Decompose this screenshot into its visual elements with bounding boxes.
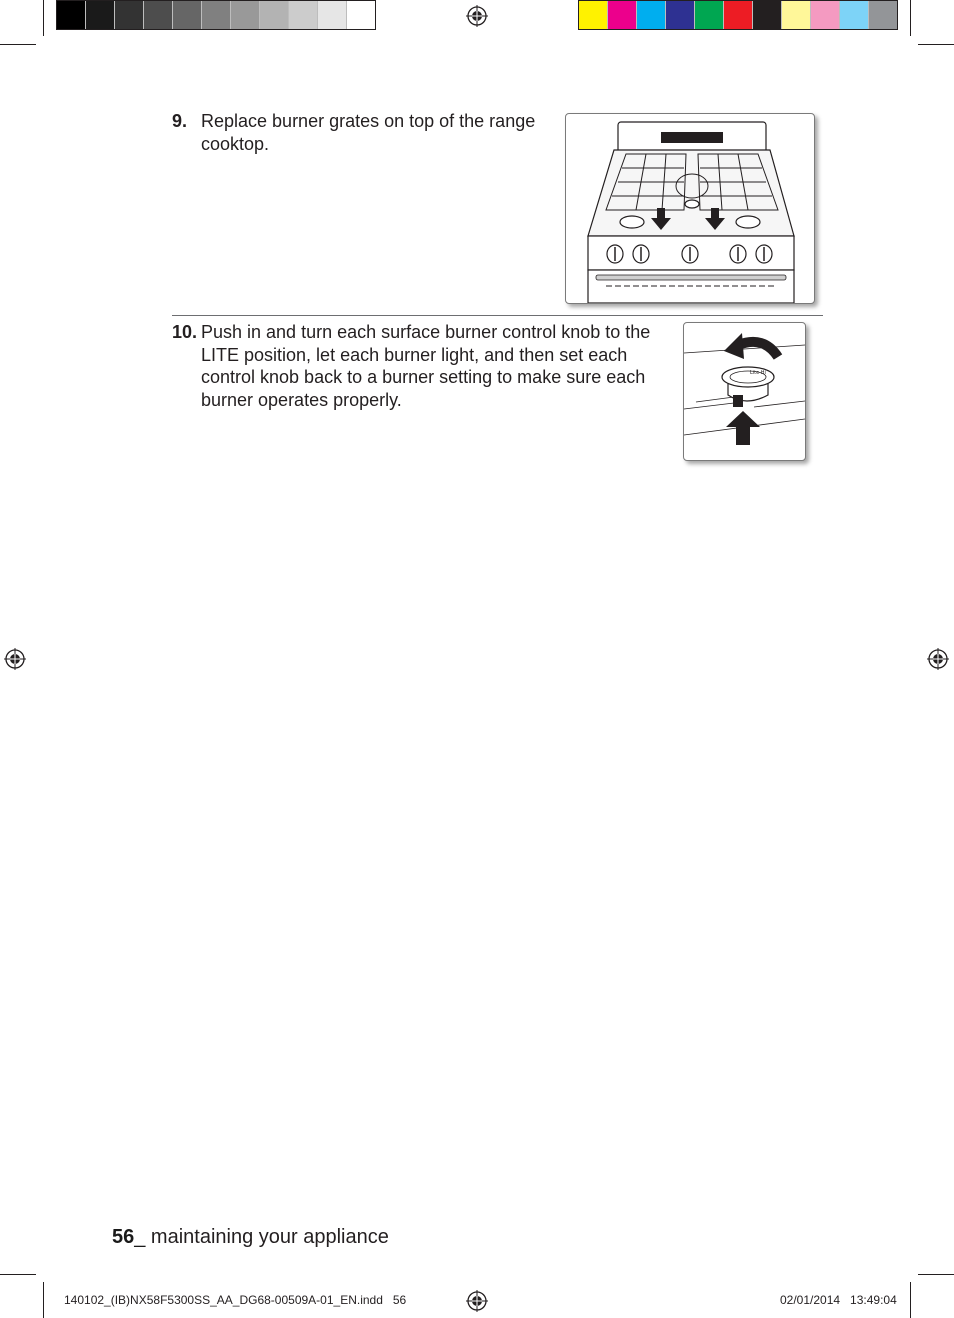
knob-label: Lite Hi [750,370,766,376]
color-swatch [666,1,695,29]
color-swatch [202,1,231,29]
registration-mark-icon [466,5,488,27]
color-swatch [231,1,260,29]
color-swatch [57,1,86,29]
page-number: 56 [112,1226,135,1248]
color-swatch [86,1,115,29]
slug-file-info: 140102_(IB)NX58F5300SS_AA_DG68-00509A-01_EN.indd 56 [64,1293,407,1307]
registration-mark-icon [927,648,949,670]
color-swatch [347,1,375,29]
crop-mark [0,1274,36,1275]
slug-timestamp: 02/01/2014 13:49:04 [780,1293,897,1307]
grayscale-color-bar [56,0,376,30]
control-knob-push-turn-illustration [683,322,806,461]
registration-mark-icon [466,1290,488,1312]
color-swatch [318,1,347,29]
step-number: 9. [172,111,188,131]
color-swatch [608,1,637,29]
color-swatch [753,1,782,29]
crop-mark [910,1282,911,1318]
crop-mark [910,0,911,36]
color-swatch [695,1,724,29]
crop-mark [0,44,36,45]
range-cooktop-grates-illustration [565,113,815,304]
crop-mark [43,0,44,36]
cmyk-color-bar [578,0,898,30]
page-footer [112,1226,389,1249]
color-swatch [811,1,840,29]
crop-mark [918,44,954,45]
step-number: 10. [172,322,198,342]
color-swatch [144,1,173,29]
control-knob-icon [684,323,805,460]
range-cooktop-icon [566,114,814,303]
color-swatch [115,1,144,29]
color-swatch [289,1,318,29]
section-title: maintaining your appliance [145,1226,389,1248]
section-divider [172,315,823,316]
color-swatch [173,1,202,29]
step-text: Replace burner grates on top of the range cooktop. [201,111,536,154]
color-swatch [579,1,608,29]
color-swatch [637,1,666,29]
color-swatch [840,1,869,29]
crop-mark [918,1274,954,1275]
crop-mark [43,1282,44,1318]
color-swatch [724,1,753,29]
color-swatch [782,1,811,29]
color-swatch [869,1,897,29]
footer-separator: _ [134,1226,146,1248]
step-text: Push in and turn each surface burner control knob to the LITE position, let each burner light, and then set each control knob back to a burner setting to make sure each burner operates properly. [201,322,651,410]
color-swatch [260,1,289,29]
registration-mark-icon [4,648,26,670]
